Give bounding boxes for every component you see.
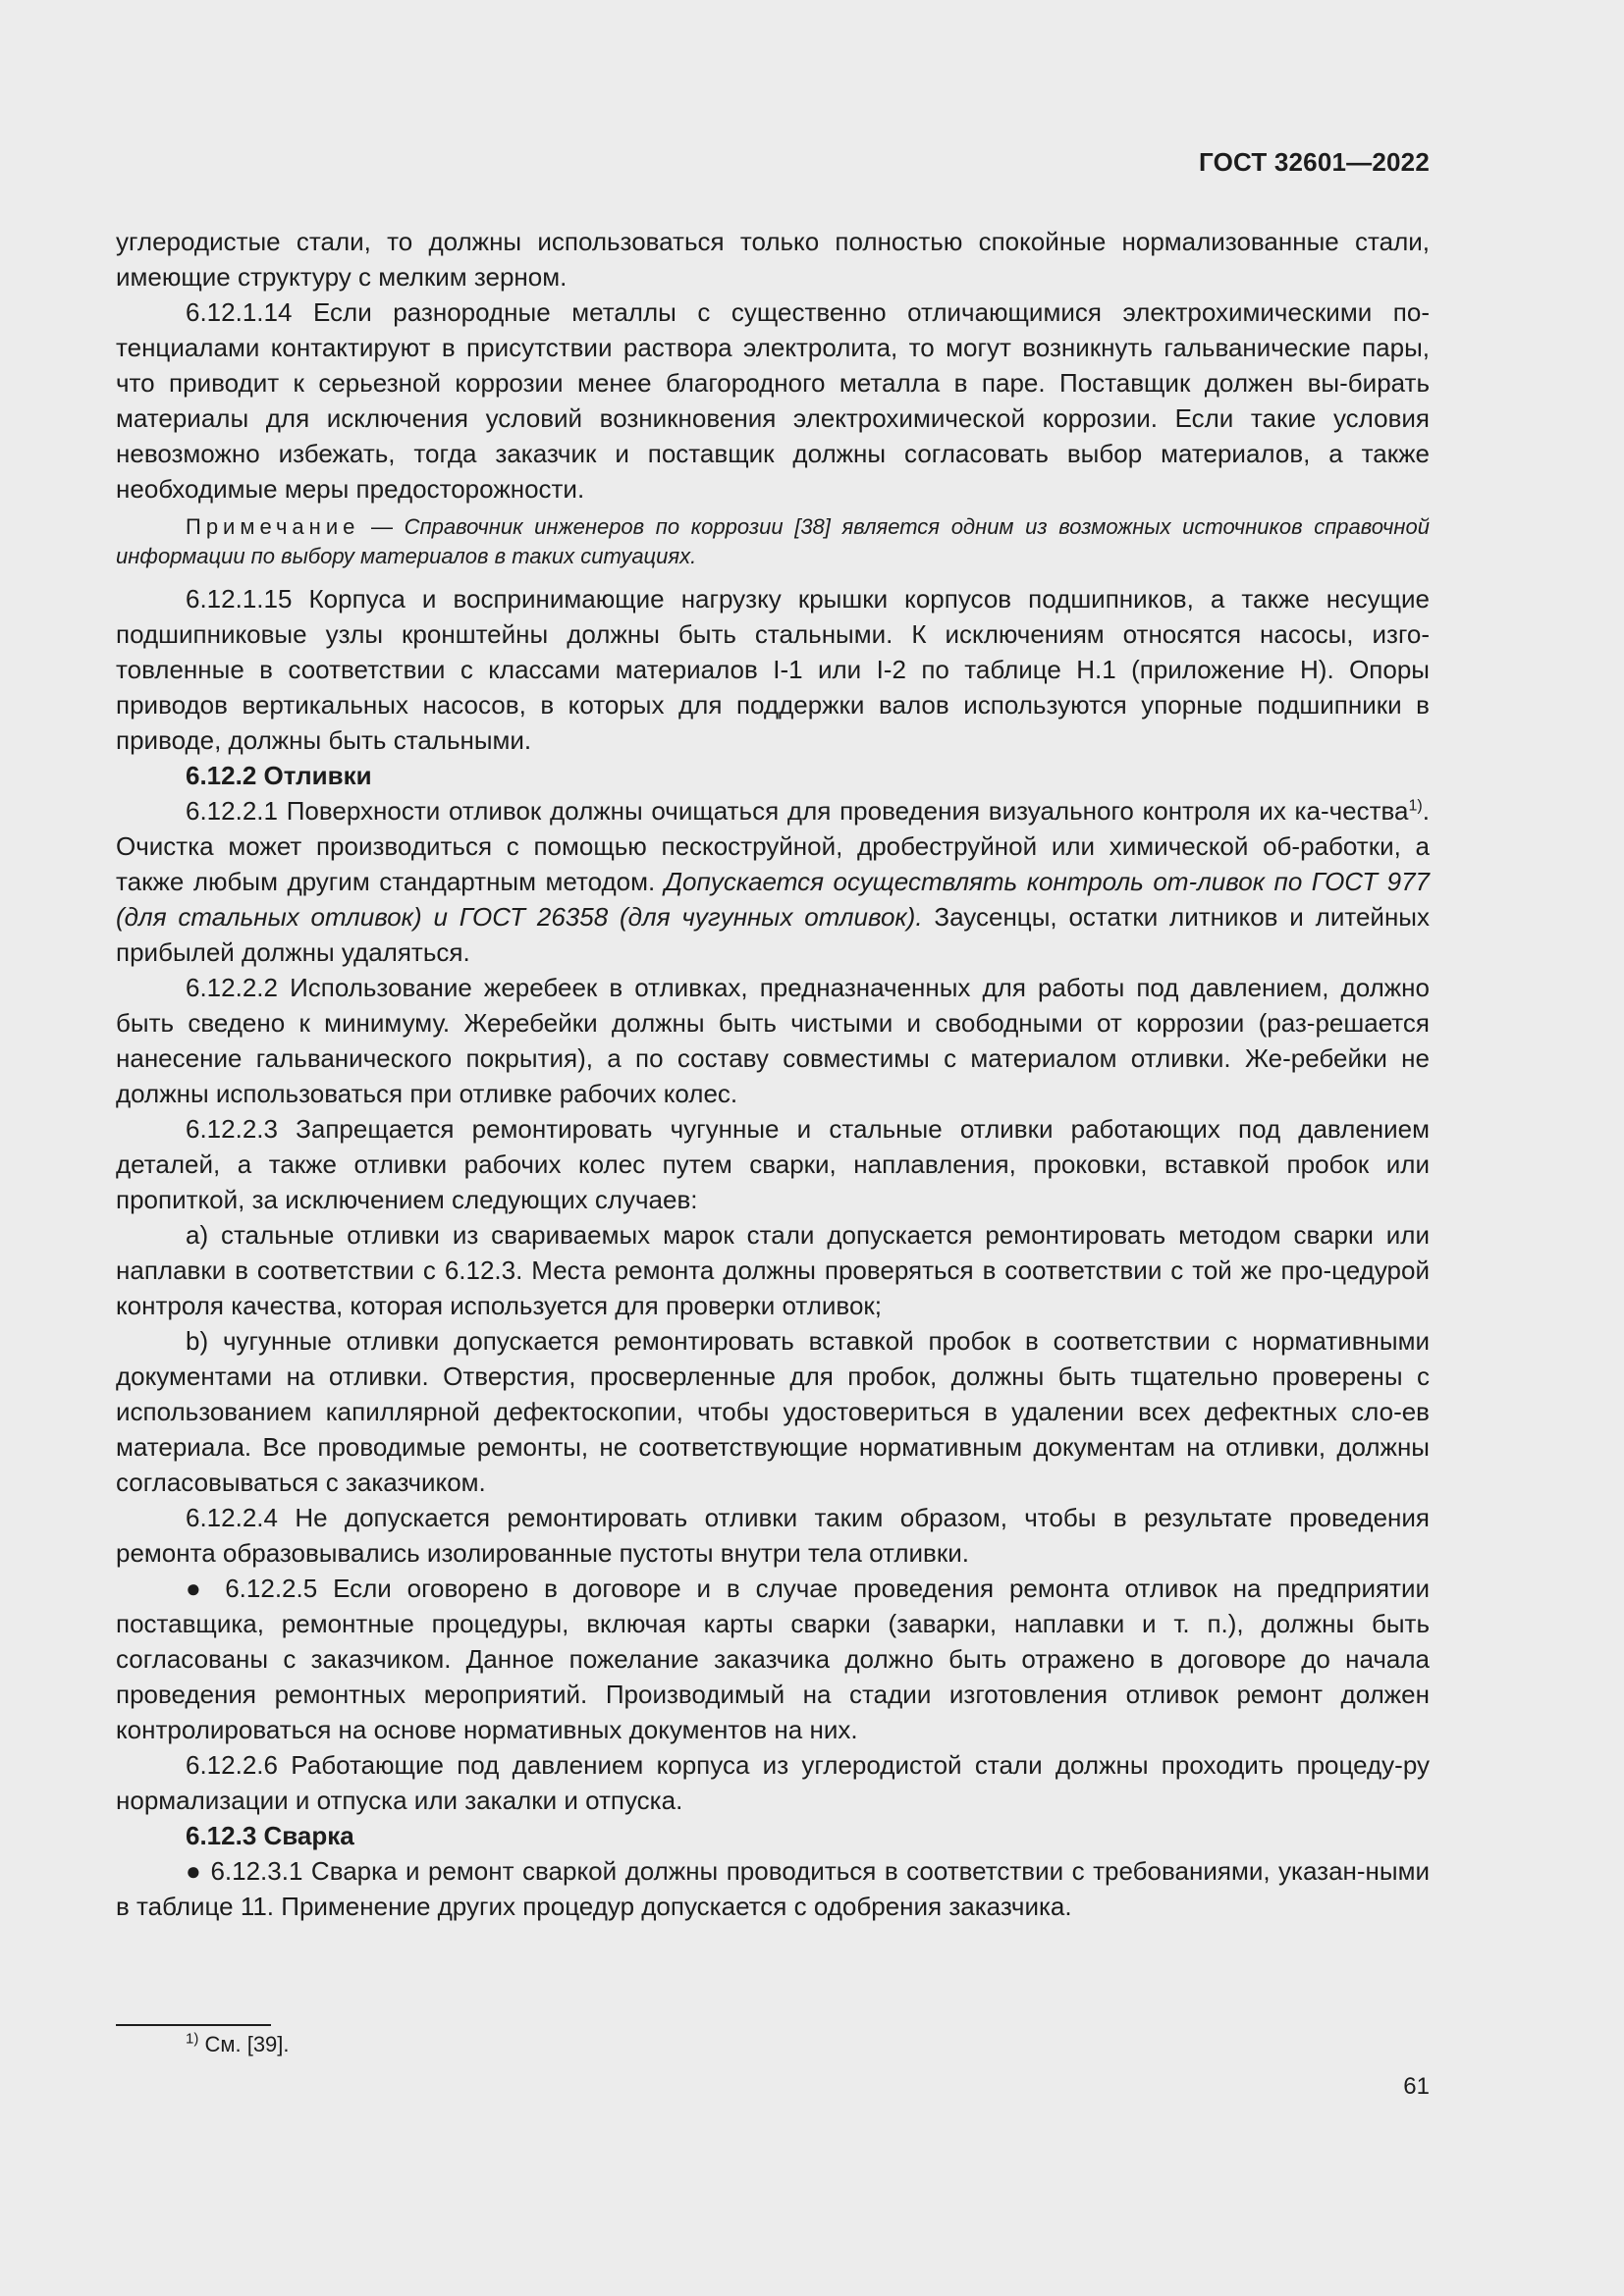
list-text: чугунные отливки допускается ремонтировать вставкой пробок в соответствии с нормативными документами на отливки. Отверстия, просверленные для пробок, должны быть тщательно проверены с использованием капиллярной дефектоскопии, чтобы удостовериться в удалении всех дефектных сло-ев материала. Все проводимые ремонты, не соответствующие нормативным документам на отливки, должны согласовываться с заказчиком. — [116, 1326, 1430, 1497]
clause-italic-text: Допускается осуществлять контроль от-ливок по ГОСТ 977 (для стальных отливок) и ГОСТ 26358 (для чугунных отливок). — [116, 867, 1430, 932]
clause-6-12-1-15 — [116, 581, 1430, 758]
note-text: Справочник инженеров по коррозии [38] является одним из возможных источников справочной информации по выбору материалов в таких ситуациях. — [116, 514, 1430, 568]
clause-text: Заусенцы, остатки литников и литейных прибылей должны удаляться. — [116, 902, 1430, 967]
bullet-icon: ● — [186, 1574, 210, 1603]
list-text: стальные отливки из свариваемых марок стали допускается ремонтировать методом сварки или наплавки в соответствии с 6.12.3. Места ремонта должны проверяться в соответствии с той же про-цедурой контроля качества, которая используется для проверки отливок; — [116, 1220, 1430, 1320]
clause-text: Не допускается ремонтировать отливки таким образом, чтобы в результате проведения ремонта образовывались изолированные пустоты внутри тела отливки. — [116, 1503, 1430, 1568]
page-number: 61 — [1403, 2073, 1430, 2100]
list-marker: a) — [186, 1220, 209, 1250]
list-item-b — [116, 1323, 1430, 1500]
clause-text: . Очистка может производиться с помощью пескоструйной, дробеструйной или химической об-работки, а также любым другим стандартным методом. — [116, 796, 1430, 896]
clause-text: Запрещается ремонтировать чугунные и стальные отливки работающих под давлением деталей, а также отливки рабочих колес путем сварки, наплавления, проковки, вставкой пробок или пропиткой, за исключением следующих случаев: — [116, 1114, 1430, 1214]
clause-text: Корпуса и воспринимающие нагрузку крышки корпусов подшипников, а также несущие подшипниковые узлы кронштейны должны быть стальными. К исключениям относятся насосы, изго-товленные в соответствии с классами материалов I-1 или I-2 по таблице Н.1 (приложение Н). Опоры приводов вертикальных насосов, в которых для поддержки валов используются упорные подшипники в приводе, должны быть стальными. — [116, 584, 1430, 755]
clause-number: 6.12.1.15 — [186, 584, 293, 614]
clause-6-12-2-3 — [116, 1111, 1430, 1217]
clause-text: Если разнородные металлы с существенно отличающимися электрохимическими по-тенциалами контактируют в присутствии раствора электролита, то могут возникнуть гальванические пары, что приводит к серьезной коррозии менее благородного металла в паре. Поставщик должен вы-бирать материалы для исключения условий возникновения электрохимической коррозии. Если такие условия невозможно избежать, тогда заказчик и поставщик должны согласовать выбор материалов, а также необходимые меры предосторожности. — [116, 297, 1430, 504]
section-heading-welding: 6.12.3 Сварка — [186, 1821, 354, 1850]
clause-number: 6.12.1.14 — [186, 297, 293, 327]
clause-text: Использование жеребеек в отливках, предназначенных для работы под давлением, должно быть сведено к минимуму. Жеребейки должны быть чистыми и свободными от коррозии (раз-решается нанесение гальванического покрытия), а по составу совместимы с материалом отливки. Же-ребейки не должны использоваться при отливке рабочих колес. — [116, 973, 1430, 1108]
document-body — [116, 224, 1430, 1924]
clause-text: Сварка и ремонт сваркой должны проводиться в соответствии с требованиями, указан-ными в таблице 11. Применение других процедур допускается с одобрения заказчика. — [116, 1856, 1430, 1921]
clause-6-12-2-6 — [116, 1747, 1430, 1818]
footnote-mark: 1) — [186, 2030, 199, 2048]
note — [116, 512, 1430, 571]
clause-number: 6.12.2.1 — [186, 796, 278, 826]
footnote — [186, 2030, 290, 2059]
clause-number: 6.12.2.5 — [225, 1574, 318, 1603]
clause-6-12-2-4 — [116, 1500, 1430, 1571]
clause-text: Если оговорено в договоре и в случае проведения ремонта отливок на предприятии поставщика, ремонтные процедуры, включая карты сварки (заварки, наплавки и т. п.), должны быть согласованы с заказчиком. Данное пожелание заказчика должно быть отражено в договоре до начала проведения ремонтных мероприятий. Производимый на стадии изготовления отливок ремонт должен контролироваться на основе нормативных документов на них. — [116, 1574, 1430, 1744]
standard-header: ГОСТ 32601—2022 — [1199, 147, 1430, 177]
clause-number: 6.12.3.1 — [210, 1856, 303, 1886]
clause-number: 6.12.2.6 — [186, 1750, 278, 1780]
clause-6-12-2-5 — [116, 1571, 1430, 1747]
list-item-a — [116, 1217, 1430, 1323]
clause-number: 6.12.2.2 — [186, 973, 278, 1002]
note-label: Примечание — [186, 514, 360, 539]
bullet-icon: ● — [186, 1856, 202, 1886]
paragraph-continuation: углеродистые стали, то должны использоваться только полностью спокойные нормализованные стали, имеющие структуру с мелким зерном. — [116, 227, 1430, 292]
clause-6-12-1-14 — [116, 294, 1430, 507]
footnote-text: См. [39]. — [204, 2032, 290, 2056]
clause-6-12-3-1 — [116, 1853, 1430, 1924]
footnote-reference[interactable]: 1) — [1408, 797, 1423, 815]
section-heading-castings: 6.12.2 Отливки — [186, 761, 372, 790]
clause-number: 6.12.2.3 — [186, 1114, 278, 1144]
clause-text: Поверхности отливок должны очищаться для проведения визуального контроля их ка-чества — [286, 796, 1409, 826]
clause-text: Работающие под давлением корпуса из углеродистой стали должны проходить процеду-ру нормализации и отпуска или закалки и отпуска. — [116, 1750, 1431, 1815]
clause-6-12-2-1 — [116, 793, 1430, 970]
list-marker: b) — [186, 1326, 209, 1356]
clause-number: 6.12.2.4 — [186, 1503, 278, 1532]
note-dash: — — [359, 514, 405, 539]
clause-6-12-2-2 — [116, 970, 1430, 1111]
footnote-divider — [116, 2024, 271, 2026]
